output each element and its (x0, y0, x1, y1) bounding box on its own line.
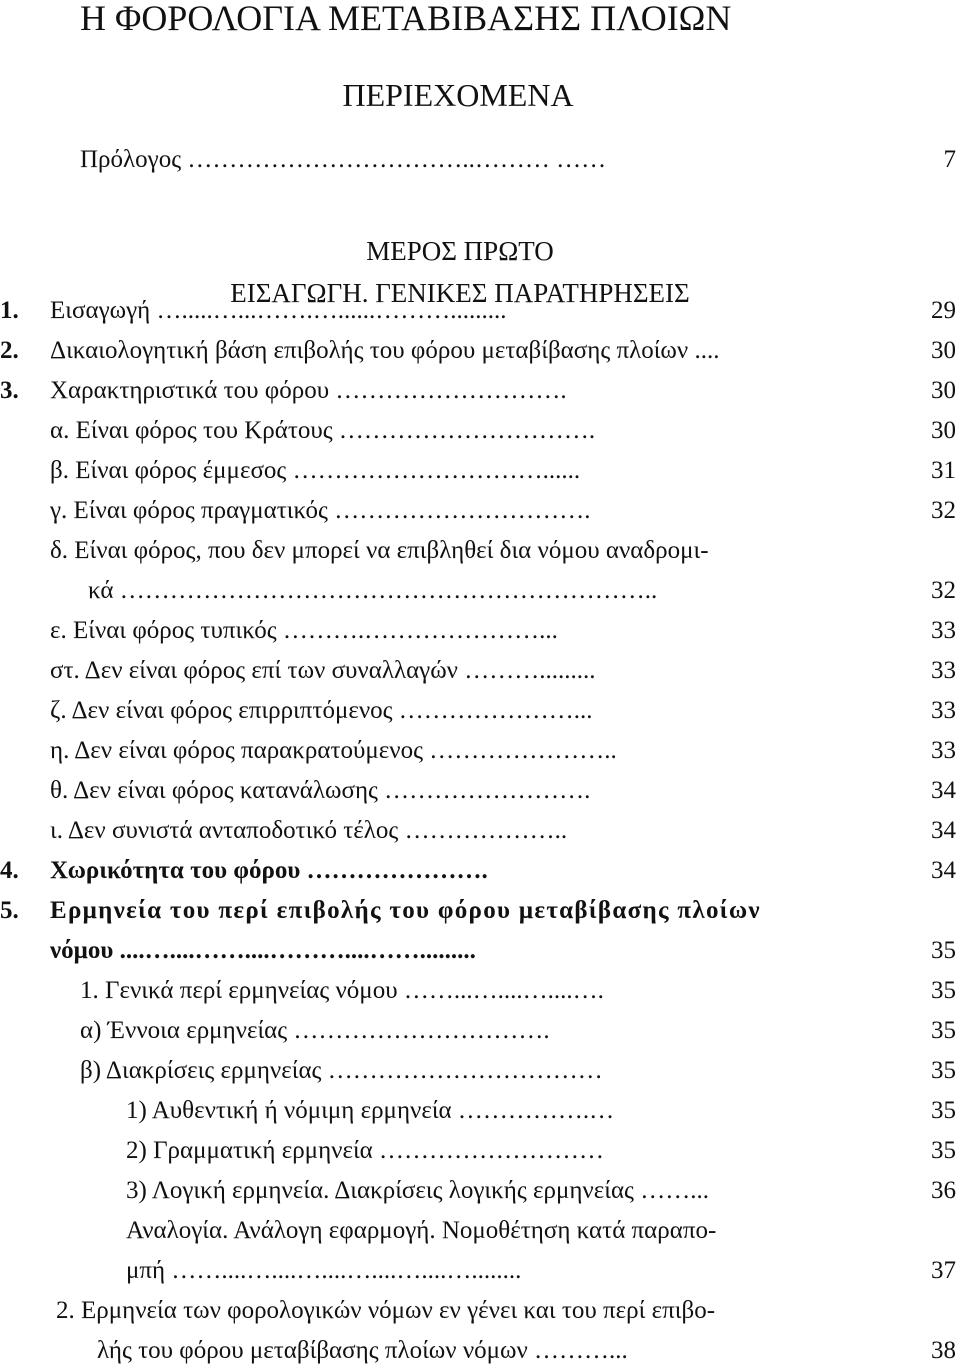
toc-entry-page: 29 (931, 297, 956, 324)
part-subtitle: ΕΙΣΑΓΩΓΗ. ΓΕΝΙΚΕΣ ΠΑΡΑΤΗΡΗΣΕΙΣ (230, 278, 690, 308)
toc-entry-label: 1) Αυθεντική ή νόμιμη ερμηνεία …………….… (126, 1097, 615, 1124)
toc-entry (0, 893, 960, 929)
toc-entry (0, 1333, 960, 1369)
toc-entry-page: 34 (931, 817, 956, 844)
contents-heading: ΠΕΡΙΕΧΟΜΕΝΑ (342, 77, 574, 113)
toc-entry-page: 30 (931, 417, 956, 444)
toc-entry (0, 653, 960, 689)
toc-entry-page: 35 (931, 977, 956, 1004)
toc-entry-label: Χωρικότητα του φόρου …………………. (50, 857, 488, 884)
toc-entry-page: 36 (931, 1177, 956, 1204)
toc-entry-page: 33 (931, 617, 956, 644)
toc-entry-label: α. Είναι φόρος του Κράτους …………………………. (50, 417, 596, 444)
toc-entry (0, 573, 960, 609)
toc-entry (0, 853, 960, 889)
toc-entry-label: θ. Δεν είναι φόρος κατανάλωσης ……………………. (50, 777, 591, 804)
toc-entry-number: 4. (0, 857, 19, 884)
toc-entry-page: 7 (943, 146, 956, 173)
toc-entry-label: 3) Λογική ερμηνεία. Διακρίσεις λογικής ερμηνείας ……... (126, 1177, 709, 1204)
toc-entry-page: 33 (931, 657, 956, 684)
toc-entry (0, 413, 960, 449)
toc-entry-label: ι. Δεν συνιστά ανταποδοτικό τέλος ……………….. (50, 817, 568, 844)
toc-entry-page: 31 (931, 457, 956, 484)
toc-entry (0, 1293, 960, 1329)
toc-entry-page: 35 (931, 1097, 956, 1124)
book-title: Η ΦΟΡΟΛΟΓΙΑ ΜΕΤΑΒΙΒΑΣΗΣ ΠΛΟΙΩΝ (80, 0, 732, 38)
toc-entry-page: 34 (931, 857, 956, 884)
toc-entry-page: 30 (931, 377, 956, 404)
toc-entry-number: 1. (0, 297, 19, 324)
toc-entry (0, 333, 960, 369)
toc-entry (0, 1013, 960, 1049)
toc-entry-page: 38 (931, 1337, 956, 1364)
toc-entry (0, 1213, 960, 1249)
toc-entry-label: κά ……………………………………………………….. (88, 577, 658, 604)
toc-entry-page: 35 (931, 1137, 956, 1164)
toc-entry-label: λής του φόρου μεταβίβασης πλοίων νόμων ………... (97, 1337, 628, 1364)
toc-entry-label: 2) Γραμματική ερμηνεία ……………………… (126, 1137, 605, 1164)
toc-entry-label: β. Είναι φόρος έμμεσος …………………………...... (50, 457, 581, 484)
toc-entry-page: 35 (931, 1017, 956, 1044)
toc-entry-page: 35 (931, 937, 956, 964)
toc-entry (0, 933, 960, 969)
toc-entry (0, 1093, 960, 1129)
toc-entry (0, 773, 960, 809)
toc-entry-page: 33 (931, 737, 956, 764)
toc-entry-label: Πρόλογος ……………………………..……… …… (80, 146, 607, 173)
toc-entry-label: Δικαιολογητική βάση επιβολής του φόρου μεταβίβασης πλοίων .... (50, 337, 720, 364)
toc-entry-number: 5. (0, 897, 19, 924)
toc-entry-label: στ. Δεν είναι φόρος επί των συναλλαγών ………......... (50, 657, 596, 684)
toc-entry (0, 733, 960, 769)
toc-entry-page: 35 (931, 1057, 956, 1084)
toc-entry-number: 2. (0, 337, 19, 364)
toc-entry-label: α) Έννοια ερμηνείας …………………………. (80, 1017, 550, 1044)
toc-entry-label: δ. Είναι φόρος, που δεν μπορεί να επιβληθεί δια νόμου αναδρομι- (50, 537, 709, 564)
toc-entry-page: 37 (931, 1257, 956, 1284)
part-title: ΜΕΡΟΣ ΠΡΩΤΟ (366, 236, 554, 266)
toc-entry-label: μπή ……....…....…....…....…....…........ (126, 1257, 522, 1284)
toc-entry (0, 293, 960, 329)
toc-entry-label: η. Δεν είναι φόρος παρακρατούμενος ………………….. (50, 737, 617, 764)
toc-entry-label: γ. Είναι φόρος πραγματικός …………………………. (50, 497, 591, 524)
toc-entry (0, 693, 960, 729)
toc-entry (0, 493, 960, 529)
toc-entry (0, 973, 960, 1009)
toc-entry-label: Χαρακτηριστικά του φόρου ………………………. (50, 377, 567, 404)
toc-entry-label: νόμου ....…....……....………....……......... (50, 937, 476, 964)
toc-entry-page: 33 (931, 697, 956, 724)
toc-entry-page: 34 (931, 777, 956, 804)
toc-entry-label: Ερμηνεία του περί επιβολής του φόρου μεταβίβασης πλοίων (50, 897, 761, 924)
toc-entry-label: β) Διακρίσεις ερμηνείας …………………………… (80, 1057, 603, 1084)
toc-entry-label: ε. Είναι φόρος τυπικός ……….…………………... (50, 617, 558, 644)
toc-entry (0, 142, 960, 178)
toc-entry-label: Εισαγωγή ….....…...…….…......………......... (50, 297, 507, 324)
toc-entry (0, 453, 960, 489)
toc-entry (0, 1173, 960, 1209)
toc-entry-page: 30 (931, 337, 956, 364)
toc-entry-page: 32 (931, 497, 956, 524)
toc-entry-label: 2. Ερμηνεία των φορολογικών νόμων εν γένει και του περί επιβο- (56, 1297, 716, 1324)
toc-entry (0, 1053, 960, 1089)
toc-entry (0, 813, 960, 849)
toc-entry (0, 373, 960, 409)
toc-entry-label: ζ. Δεν είναι φόρος επιρριπτόμενος …………………... (50, 697, 593, 724)
toc-entry (0, 1133, 960, 1169)
toc-entry-label: 1. Γενικά περί ερμηνείας νόμου ……...…....…....…. (80, 977, 604, 1004)
toc-entry (0, 1253, 960, 1289)
toc-entry-page: 32 (931, 577, 956, 604)
toc-entry-number: 3. (0, 377, 19, 404)
toc-entry-label: Αναλογία. Ανάλογη εφαρμογή. Νομοθέτηση κατά παραπο- (126, 1217, 717, 1244)
toc-entry (0, 613, 960, 649)
toc-entry (0, 533, 960, 569)
